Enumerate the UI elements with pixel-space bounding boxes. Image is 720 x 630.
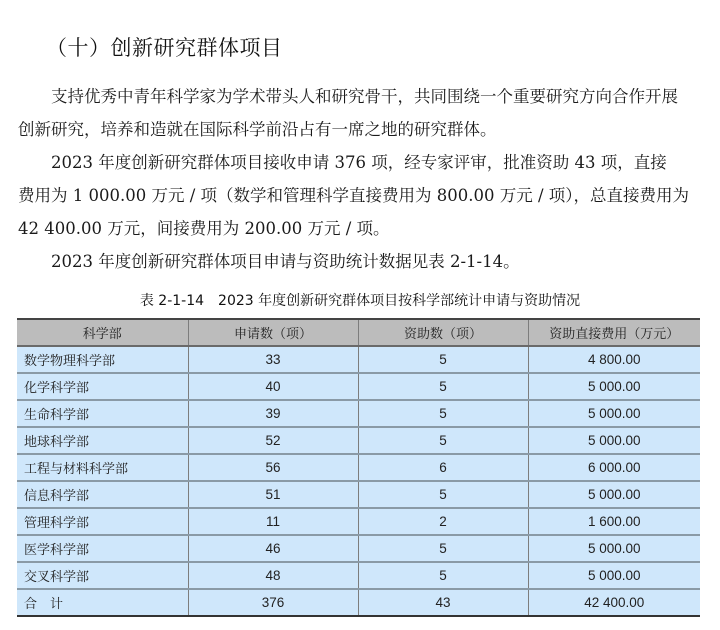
funded-cell: 5 (358, 400, 528, 427)
funded-cell: 6 (358, 454, 528, 481)
table-total-row (17, 589, 700, 616)
table-row (17, 400, 700, 427)
direct-cost-cell: 1 600.00 (528, 508, 700, 535)
total-label-cell: 合 计 (17, 589, 188, 616)
applications-cell: 48 (188, 562, 358, 589)
applications-cell: 40 (188, 373, 358, 400)
total-applications-cell: 376 (188, 589, 358, 616)
table-caption: 表 2-1-14 2023 年度创新研究群体项目按科学部统计申请与资助情况 (139, 293, 581, 309)
intro-paragraph (18, 80, 704, 146)
direct-cost-cell: 6 000.00 (528, 454, 700, 481)
total-funded-cell: 43 (358, 589, 528, 616)
paragraph-line: 42 400.00 万元，间接费用为 200.00 万元 / 项。 (18, 219, 390, 238)
department-cell: 信息科学部 (17, 481, 188, 508)
funded-cell: 5 (358, 346, 528, 373)
total-direct-cost-cell: 42 400.00 (528, 589, 700, 616)
column-header-applications: 申请数（项） (188, 319, 358, 346)
applications-cell: 46 (188, 535, 358, 562)
paragraph-line: 2023 年度创新研究群体项目接收申请 376 项，经专家评审，批准资助 43 项，直接 (51, 153, 667, 172)
applications-cell: 52 (188, 427, 358, 454)
stats-paragraph (18, 146, 704, 245)
funding-table (17, 318, 700, 617)
paragraph-line: 2023 年度创新研究群体项目申请与资助统计数据见表 2-1-14。 (51, 252, 520, 271)
funded-cell: 5 (358, 481, 528, 508)
table-header-row (17, 319, 700, 346)
department-cell: 地球科学部 (17, 427, 188, 454)
direct-cost-cell: 5 000.00 (528, 427, 700, 454)
column-header-department: 科学部 (17, 319, 188, 346)
table-row (17, 481, 700, 508)
table-row (17, 508, 700, 535)
direct-cost-cell: 5 000.00 (528, 562, 700, 589)
paragraph-line: 支持优秀中青年科学家为学术带头人和研究骨干，共同围绕一个重要研究方向合作开展 (51, 87, 678, 106)
applications-cell: 39 (188, 400, 358, 427)
direct-cost-cell: 5 000.00 (528, 481, 700, 508)
table-row (17, 454, 700, 481)
section-heading: （十）创新研究群体项目 (46, 36, 283, 60)
direct-cost-cell: 5 000.00 (528, 535, 700, 562)
department-cell: 数学物理科学部 (17, 346, 188, 373)
table-row (17, 535, 700, 562)
department-cell: 工程与材料科学部 (17, 454, 188, 481)
column-header-direct-cost: 资助直接费用（万元） (528, 319, 700, 346)
table-row (17, 346, 700, 373)
direct-cost-cell: 4 800.00 (528, 346, 700, 373)
direct-cost-cell: 5 000.00 (528, 373, 700, 400)
department-cell: 化学科学部 (17, 373, 188, 400)
table-reference-paragraph (18, 245, 704, 278)
applications-cell: 56 (188, 454, 358, 481)
funded-cell: 2 (358, 508, 528, 535)
funded-cell: 5 (358, 373, 528, 400)
department-cell: 交叉科学部 (17, 562, 188, 589)
paragraph-line: 创新研究，培养和造就在国际科学前沿占有一席之地的研究群体。 (18, 120, 497, 139)
table-row (17, 427, 700, 454)
applications-cell: 33 (188, 346, 358, 373)
direct-cost-cell: 5 000.00 (528, 400, 700, 427)
table-row (17, 373, 700, 400)
column-header-funded: 资助数（项） (358, 319, 528, 346)
funded-cell: 5 (358, 562, 528, 589)
funded-cell: 5 (358, 427, 528, 454)
applications-cell: 51 (188, 481, 358, 508)
department-cell: 管理科学部 (17, 508, 188, 535)
department-cell: 医学科学部 (17, 535, 188, 562)
department-cell: 生命科学部 (17, 400, 188, 427)
paragraph-line: 费用为 1 000.00 万元 / 项（数学和管理科学直接费用为 800.00 万元 / 项），总直接费用为 (18, 186, 690, 205)
funded-cell: 5 (358, 535, 528, 562)
applications-cell: 11 (188, 508, 358, 535)
table-row (17, 562, 700, 589)
